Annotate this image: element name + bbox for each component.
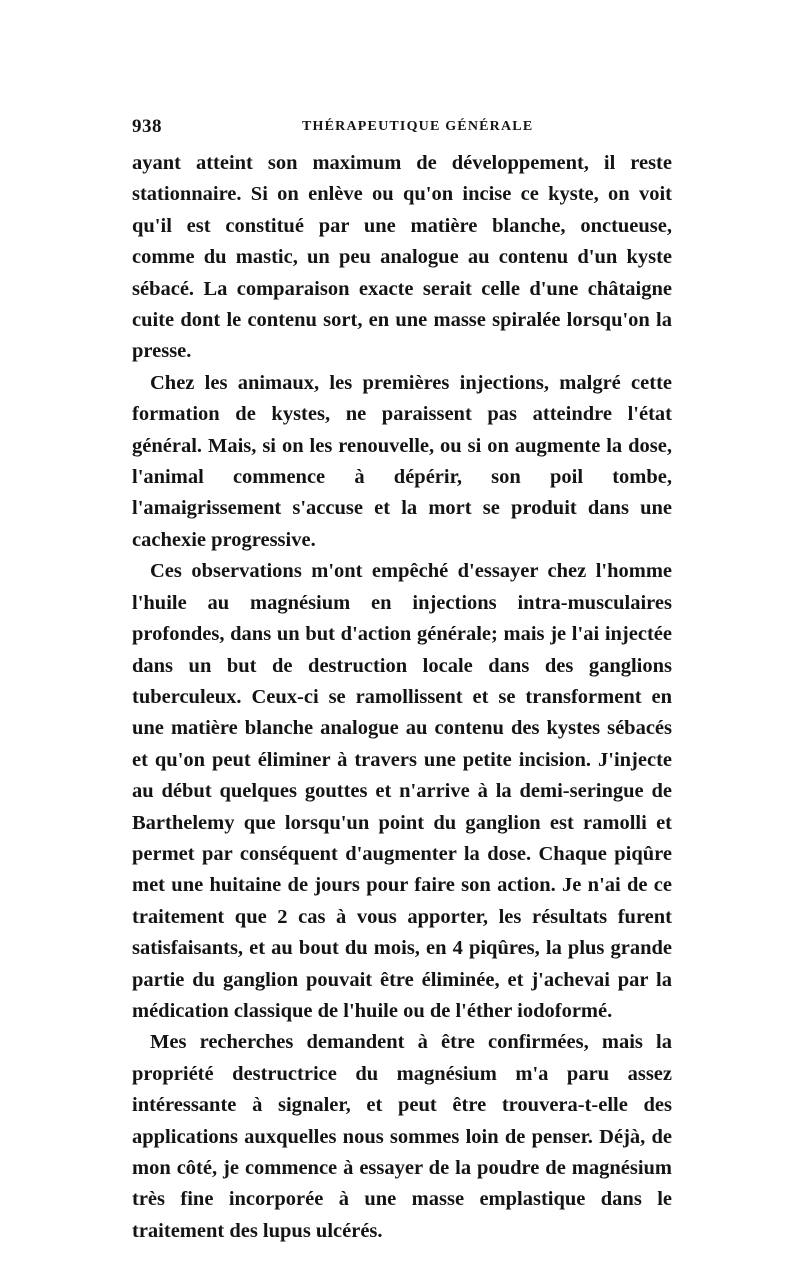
paragraph-animals: Chez les animaux, les premières injections, malgré cette formation de kystes, ne paraissent pas atteindre l'état général. Mais, si on les renouvelle, ou si on augmente la dose, l'animal commence à dépérir, son poil tombe, l'amaigrissement s'accuse et la mort se produit dans une cachexie progressive. bbox=[132, 371, 672, 551]
page-number: 938 bbox=[132, 116, 162, 137]
paragraph-observations: Ces observations m'ont empêché d'essayer chez l'homme l'huile au magnésium en injections intra-musculaires profondes, dans un but d'action générale; mais je l'ai injectée dans un but de destruction locale dans des ganglions tuberculeux. Ceux-ci se ramollissent et se transforment en une matière blanche analogue au contenu des kystes sébacés et qu'on peut éliminer à travers une petite incision. J'injecte au début quelques gouttes et n'arrive à la demi-seringue de Barthelemy que lorsqu'un point du ganglion est ramolli et permet par conséquent d'augmenter la dose. Chaque piqûre met une huitaine de jours pour faire son action. Je n'ai de ce traitement que 2 cas à vous apporter, les résultats furent satisfaisants, et au bout du mois, en 4 piqûres, la plus grande partie du ganglion pouvait être éliminée, et j'achevai par la médication classique de l'huile ou de l'éther iodoformé. bbox=[132, 560, 672, 1022]
paragraph-continuation: ayant atteint son maximum de développement, il reste stationnaire. Si on enlève ou qu'on incise ce kyste, on voit qu'il est constitué par une matière blanche, onctueuse, comme du mastic, un peu analogue au contenu d'un kyste sébacé. La comparaison exacte serait celle d'une châtaigne cuite dont le contenu sort, en une masse spiralée lorsqu'on la presse. bbox=[132, 152, 672, 363]
body-text bbox=[132, 148, 672, 1247]
paragraph-research: Mes recherches demandent à être confirmées, mais la propriété destructrice du magnésium m'a paru assez intéressante à signaler, et peut être trouvera-t-elle des applications auxquelles nous sommes loin de penser. Déjà, de mon côté, je commence à essayer de la poudre de magnésium très fine incorporée à une masse emplastique dans le traitement des lupus ulcérés. bbox=[132, 1031, 672, 1242]
page-header bbox=[132, 116, 672, 140]
running-head: THÉRAPEUTIQUE GÉNÉRALE bbox=[302, 119, 534, 134]
